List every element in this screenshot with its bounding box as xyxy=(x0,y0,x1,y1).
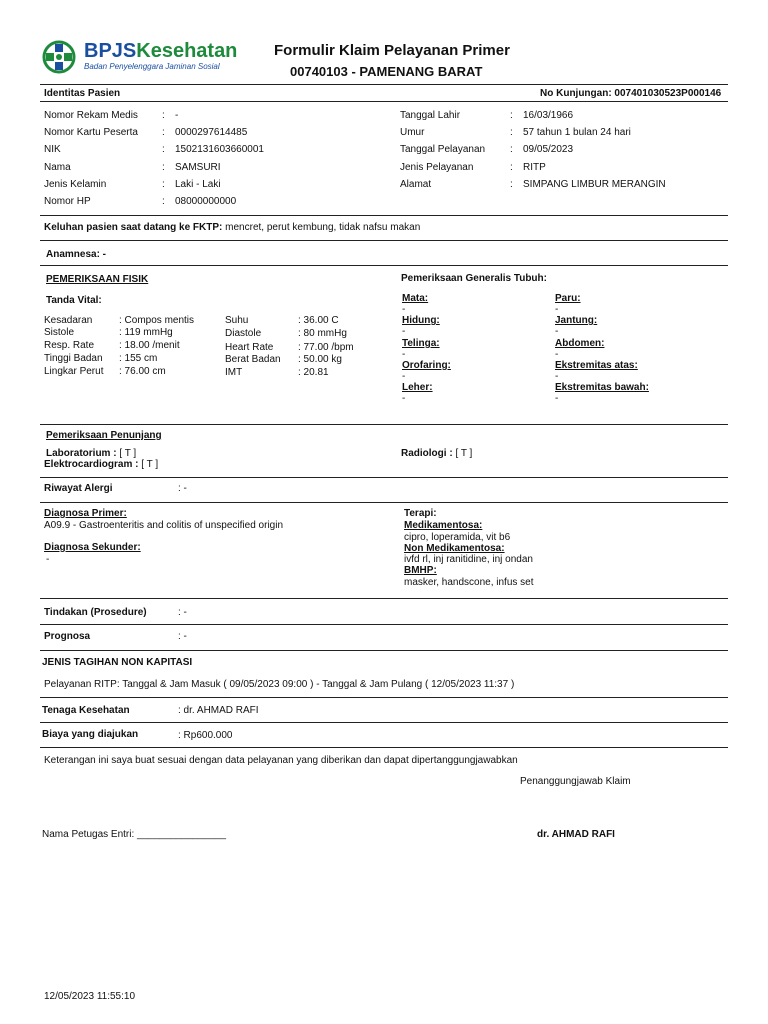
vital-value: : 18.00 /menit xyxy=(119,340,180,351)
field-label: Nomor HP xyxy=(44,196,91,207)
page-subtitle: 00740103 - PAMENANG BARAT xyxy=(290,64,483,79)
alergi-label: Riwayat Alergi xyxy=(44,483,113,494)
generalis-label: Leher: xyxy=(402,382,433,393)
field-value: 16/03/1966 xyxy=(523,110,574,121)
vital-label: Tinggi Badan xyxy=(44,353,103,364)
field-value: 09/05/2023 xyxy=(523,144,574,155)
field-label: Nomor Kartu Peserta xyxy=(44,127,138,138)
lab-label: Laboratorium : xyxy=(46,448,117,459)
vital-label: Heart Rate xyxy=(225,342,274,353)
tenaga-label: Tenaga Kesehatan xyxy=(42,705,130,716)
vital-value: : 76.00 cm xyxy=(119,366,166,377)
bmhp-value: masker, handscone, infus set xyxy=(404,577,534,588)
petugas-entri: Nama Petugas Entri: ________________ xyxy=(42,829,227,840)
field-label: Jenis Pelayanan xyxy=(400,162,474,173)
field-label: NIK xyxy=(44,144,61,155)
radiologi-value: [ T ] xyxy=(455,448,473,459)
field-label: Umur xyxy=(400,127,425,138)
generalis-label: Telinga: xyxy=(402,338,440,349)
field-colon: : xyxy=(162,144,165,155)
ekg-label: Elektrocardiogram : xyxy=(44,459,139,470)
field-label: Jenis Kelamin xyxy=(44,179,107,190)
generalis-label: Ekstremitas atas: xyxy=(555,360,638,371)
page-title: Formulir Klaim Pelayanan Primer xyxy=(274,42,510,59)
lab-value: [ T ] xyxy=(119,448,137,459)
ekg-value: [ T ] xyxy=(141,459,159,470)
medikamentosa-value: cipro, loperamida, vit b6 xyxy=(404,532,511,543)
radiologi-label: Radiologi : xyxy=(401,448,453,459)
tindakan-label: Tindakan (Prosedure) xyxy=(44,607,147,618)
vital-label: Suhu xyxy=(225,315,249,326)
vital-label: Sistole xyxy=(44,327,75,338)
medikamentosa-label: Medikamentosa: xyxy=(404,520,483,531)
vital-label: Kesadaran xyxy=(44,315,93,326)
generalis-value: - xyxy=(402,349,406,360)
terapi-label: Terapi: xyxy=(404,508,437,519)
footer-timestamp: 12/05/2023 11:55:10 xyxy=(44,991,136,1002)
field-colon: : xyxy=(510,144,513,155)
generalis-value: - xyxy=(402,371,406,382)
keluhan-label: Keluhan pasien saat datang ke FKTP: xyxy=(44,222,223,233)
bmhp-label: BMHP: xyxy=(404,565,437,576)
field-label: Nama xyxy=(44,162,71,173)
field-value: 08000000000 xyxy=(175,196,237,207)
no-kunjungan: No Kunjungan: 007401030523P000146 xyxy=(540,88,722,99)
diagnosa-sekunder-label: Diagnosa Sekunder: xyxy=(44,542,141,553)
vital-value: : Compos mentis xyxy=(119,315,195,326)
field-colon: : xyxy=(510,127,513,138)
tenaga-value: : dr. AHMAD RAFI xyxy=(178,705,259,716)
generalis-value: - xyxy=(555,371,559,382)
fisik-title: PEMERIKSAAN FISIK xyxy=(46,274,149,285)
keterangan: Keterangan ini saya buat sesuai dengan data pelayanan yang diberikan dan dapat dipertanggungjawabkan xyxy=(44,755,518,766)
field-colon: : xyxy=(162,179,165,190)
field-colon: : xyxy=(162,196,165,207)
field-value: SIMPANG LIMBUR MERANGIN xyxy=(523,179,666,190)
generalis-title: Pemeriksaan Generalis Tubuh: xyxy=(401,273,547,284)
vital-value: : 36.00 C xyxy=(298,315,339,326)
identitas-label: Identitas Pasien xyxy=(44,88,121,99)
tindakan-value: : - xyxy=(178,607,187,618)
radiologi-row xyxy=(401,448,472,459)
biaya-value: : Rp600.000 xyxy=(178,730,233,741)
field-value: - xyxy=(175,110,179,121)
vital-label: Resp. Rate xyxy=(44,340,95,351)
diagnosa-sekunder-value: - xyxy=(46,554,50,565)
vital-label: Lingkar Perut xyxy=(44,366,104,377)
field-value: 57 tahun 1 bulan 24 hari xyxy=(523,127,631,138)
tanda-vital-label: Tanda Vital: xyxy=(46,295,102,306)
dokter-signature-name: dr. AHMAD RAFI xyxy=(537,829,615,840)
tagihan-detail: Pelayanan RITP: Tanggal & Jam Masuk ( 09/05/2023 09:00 ) - Tanggal & Jam Pulang ( 12/05/2023 11:37 ) xyxy=(44,679,515,690)
vital-value: : 50.00 kg xyxy=(298,354,342,365)
field-value: RITP xyxy=(523,162,546,173)
bpjs-logo-icon xyxy=(42,40,76,74)
field-value: Laki - Laki xyxy=(175,179,221,190)
generalis-value: - xyxy=(555,349,559,360)
generalis-value: - xyxy=(555,326,559,337)
vital-value: : 77.00 /bpm xyxy=(298,342,354,353)
vital-value: : 155 cm xyxy=(119,353,158,364)
generalis-value: - xyxy=(402,393,406,404)
biaya-label: Biaya yang diajukan xyxy=(42,729,139,740)
generalis-label: Abdomen: xyxy=(555,338,605,349)
non-medikamentosa-label: Non Medikamentosa: xyxy=(404,543,505,554)
generalis-value: - xyxy=(555,304,559,315)
vital-value: : 119 mmHg xyxy=(119,327,173,338)
logo-brand-b: Kesehatan xyxy=(136,40,238,62)
generalis-value: - xyxy=(555,393,559,404)
vital-label: IMT xyxy=(225,367,243,378)
anamnesa: Anamnesa: - xyxy=(46,249,107,260)
vital-value: : 80 mmHg xyxy=(298,328,347,339)
vital-label: Diastole xyxy=(225,328,262,339)
field-label: Alamat xyxy=(400,179,432,190)
generalis-value: - xyxy=(402,326,406,337)
keluhan-row xyxy=(44,222,420,233)
field-label: Nomor Rekam Medis xyxy=(44,110,138,121)
vital-label: Berat Badan xyxy=(225,354,281,365)
tagihan-title: JENIS TAGIHAN NON KAPITASI xyxy=(42,657,193,668)
field-value: 1502131603660001 xyxy=(175,144,264,155)
field-colon: : xyxy=(510,179,513,190)
field-label: Tanggal Lahir xyxy=(400,110,461,121)
diagnosa-primer-value: A09.9 - Gastroenteritis and colitis of unspecified origin xyxy=(44,520,284,531)
field-colon: : xyxy=(162,110,165,121)
generalis-label: Jantung: xyxy=(555,315,598,326)
ekg-row xyxy=(44,459,158,470)
lab-row xyxy=(46,448,136,459)
keluhan-value: mencret, perut kembung, tidak nafsu makan xyxy=(225,222,421,233)
field-colon: : xyxy=(510,110,513,121)
alergi-value: : - xyxy=(178,483,187,494)
field-value: 0000297614485 xyxy=(175,127,248,138)
logo-tagline: Badan Penyelenggara Jaminan Sosial xyxy=(84,62,220,71)
prognosa-label: Prognosa xyxy=(44,631,91,642)
generalis-value: - xyxy=(402,304,406,315)
generalis-label: Orofaring: xyxy=(402,360,451,371)
generalis-label: Ekstremitas bawah: xyxy=(555,382,649,393)
non-medikamentosa-value: ivfd rl, inj ranitidine, inj ondan xyxy=(404,554,533,565)
generalis-label: Paru: xyxy=(555,293,581,304)
penanggungjawab-label: Penanggungjawab Klaim xyxy=(520,776,631,787)
field-colon: : xyxy=(162,162,165,173)
diagnosa-primer-label: Diagnosa Primer: xyxy=(44,508,127,519)
prognosa-value: : - xyxy=(178,631,187,642)
generalis-label: Hidung: xyxy=(402,315,440,326)
field-colon: : xyxy=(510,162,513,173)
penunjang-title: Pemeriksaan Penunjang xyxy=(46,430,162,441)
logo-brand-a: BPJS xyxy=(84,40,137,62)
field-colon: : xyxy=(162,127,165,138)
field-value: SAMSURI xyxy=(175,162,221,173)
generalis-label: Mata: xyxy=(402,293,429,304)
field-label: Tanggal Pelayanan xyxy=(400,144,486,155)
vital-value: : 20.81 xyxy=(298,367,329,378)
